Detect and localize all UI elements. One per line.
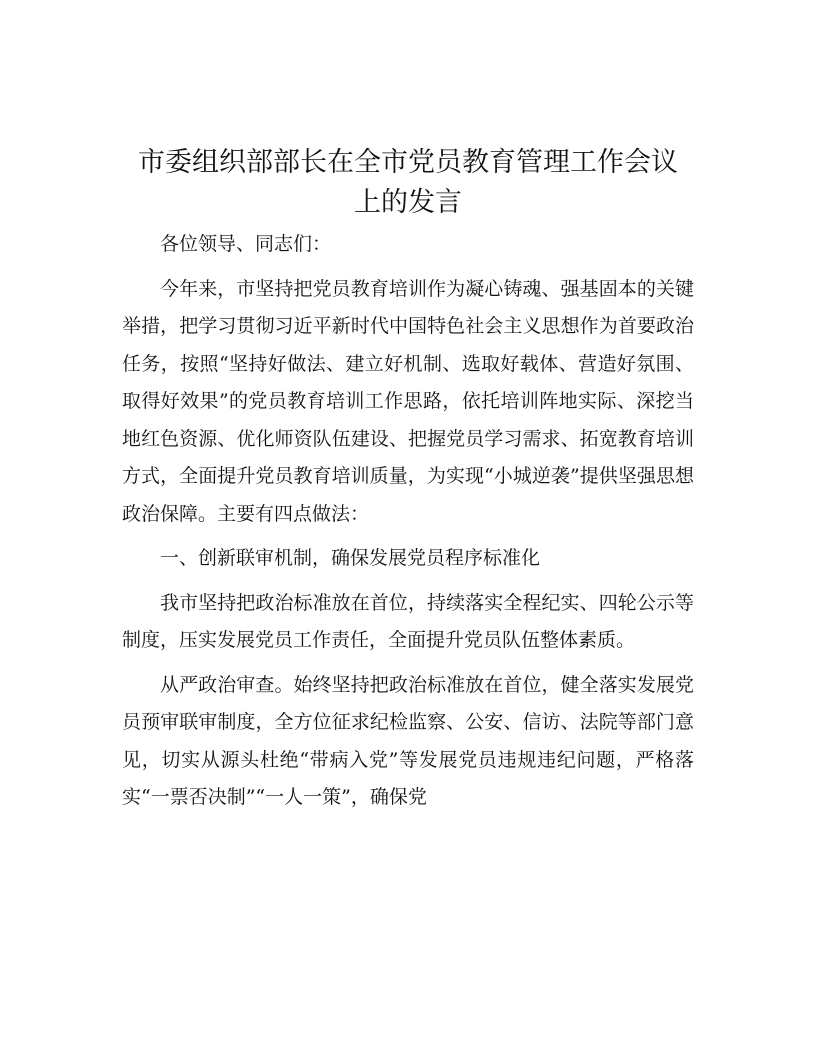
document-title: [96, 143, 720, 223]
title-line-1: 市委组织部部长在全市党员教育管理工作会议: [138, 147, 678, 178]
document-body: [122, 226, 694, 824]
paragraph-political-review: 从严政治审查。始终坚持把政治标准放在首位，健全落实发展党员预审联审制度，全方位征求纪检监察、公安、信访、法院等部门意见，切实从源头杜绝“带病入党”等发展党员违规违纪问题，严格落实“一票否决制”“一人一策”，确保党: [122, 673, 694, 808]
section-heading-1: 一、创新联审机制，确保发展党员程序标准化: [160, 547, 541, 569]
salutation: 各位领导、同志们：: [160, 233, 332, 255]
paragraph-intro: 今年来，市坚持把党员教育培训作为凝心铸魂、强基固本的关键举措，把学习贯彻习近平新时代中国特色社会主义思想作为首要政治任务，按照“坚持好做法、建立好机制、选取好载体、营造好氛围、取得好效果”的党员教育培训工作思路，依托培训阵地实际、深挖当地红色资源、优化师资队伍建设、把握党员学习需求、拓宽教育培训方式，全面提升党员教育培训质量，为实现“小城逆袭”提供坚强思想政治保障。主要有四点做法：: [122, 277, 694, 525]
title-line-2: 上的发言: [354, 187, 462, 218]
paragraph-section-1: 我市坚持把政治标准放在首位，持续落实全程纪实、四轮公示等制度，压实发展党员工作责任，全面提升党员队伍整体素质。: [122, 591, 694, 651]
